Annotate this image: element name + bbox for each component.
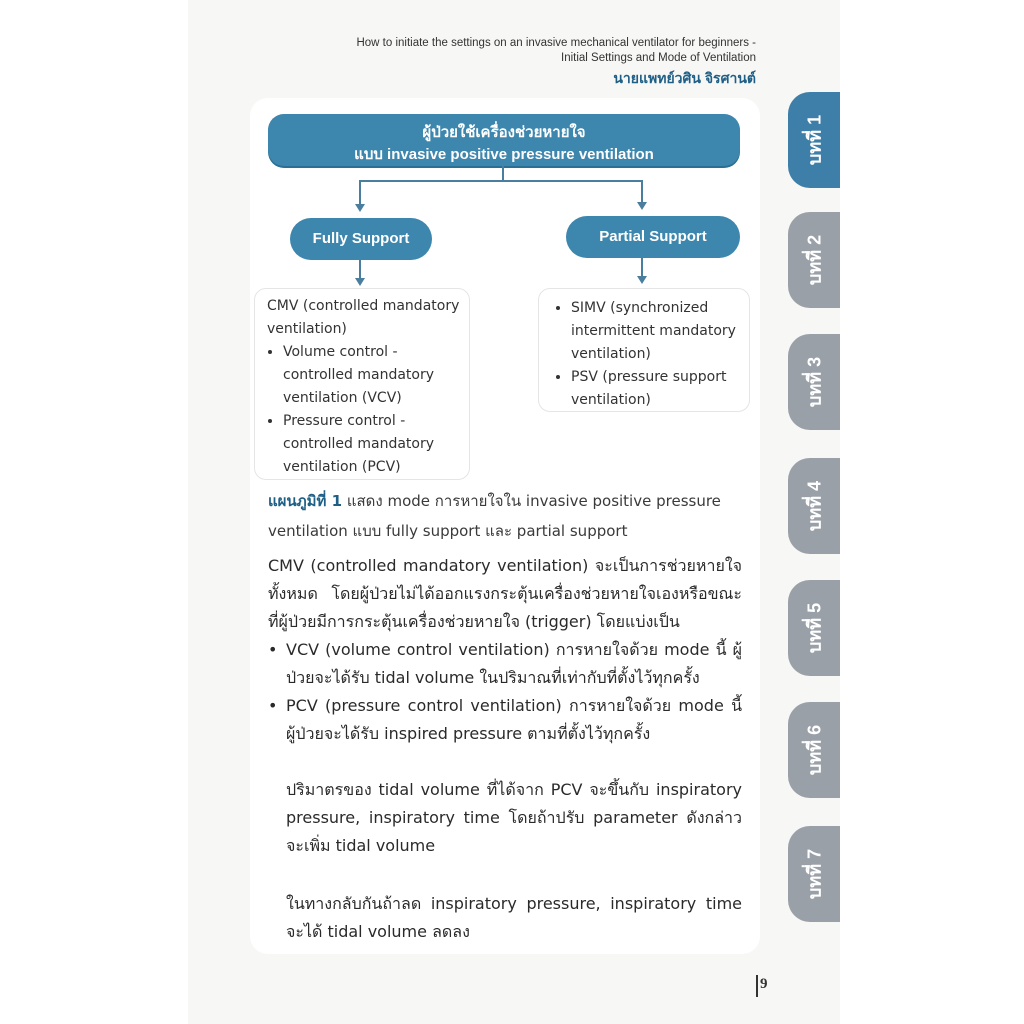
running-header: [276, 36, 756, 66]
cmv-card-heading: CMV (controlled mandatory ventilation): [267, 298, 460, 337]
chapter-tab-label: บทที่ 6: [804, 724, 825, 776]
diagram-root-line2: แบบ invasive positive pressure ventilation: [354, 146, 654, 163]
chapter-tab-label: บทที่ 1: [804, 114, 825, 166]
partial-support-pill: Partial Support: [566, 216, 740, 258]
figure-caption-text: แสดง mode การหายใจใน invasive positive pressure ventilation แบบ fully support และ partial support: [268, 492, 721, 540]
arrow-to-fully: [355, 204, 365, 212]
bullet-vcv: [268, 636, 742, 692]
cmv-card-list: [267, 341, 461, 479]
connector-horizontal: [359, 180, 643, 182]
bullet-vcv-text: VCV (volume control ventilation) การหายใจด้วย mode นี้ ผู้ป่วยจะได้รับ tidal volume ในปริมาณที่เท่ากับที่ตั้งไว้ทุกครั้ง: [286, 640, 742, 687]
bullet-pcv: [268, 692, 742, 748]
header-title-line1: How to initiate the settings on an invasive mechanical ventilator for beginners -: [356, 37, 756, 49]
chapter-tab-5[interactable]: [788, 580, 840, 676]
connector-fully-down: [359, 260, 361, 278]
chapter-tab-label: บทที่ 4: [804, 480, 825, 532]
chapter-tab-2[interactable]: [788, 212, 840, 308]
body-text-block: [268, 552, 742, 748]
header-title-line2: Initial Settings and Mode of Ventilation: [561, 52, 756, 64]
bullet-dot: •: [268, 640, 278, 659]
chapter-tab-label: บทที่ 2: [804, 234, 825, 286]
arrow-to-right-card: [637, 276, 647, 284]
cmv-card-item: • Volume control - controlled mandatory ventilation (VCV): [283, 341, 461, 410]
bullet-dot: •: [268, 696, 278, 715]
paragraph-reverse: ในทางกลับกันถ้าลด inspiratory pressure, inspiratory time จะได้ tidal volume ลดลง: [286, 894, 742, 941]
paragraph-cmv: CMV (controlled mandatory ventilation) จะเป็นการช่วยหายใจทั้งหมด โดยผู้ป่วยไม่ได้ออกแรงกระตุ้นเครื่องช่วยหายใจเองหรือขณะที่ผู้ป่วยมีการกระตุ้นเครื่องช่วยหายใจ (trigger) โดยแบ่งเป็น: [268, 556, 742, 631]
page-number: 9: [760, 976, 768, 992]
connector-root: [502, 166, 504, 180]
header-author: นายแพทย์วศิน จิรศานต์: [613, 70, 756, 86]
diagram-root-box: [268, 114, 740, 166]
page-number-divider: [756, 975, 758, 997]
connector-right-down: [641, 180, 643, 202]
cmv-card-item: • Pressure control - controlled mandatory ventilation (PCV): [283, 410, 461, 479]
partial-card-list: [555, 297, 741, 412]
chapter-tab-4[interactable]: [788, 458, 840, 554]
partial-card: [538, 288, 750, 412]
chapter-tab-label: บทที่ 5: [804, 602, 825, 654]
bullet-pcv-text: PCV (pressure control ventilation) การหายใจด้วย mode นี้ ผู้ป่วยจะได้รับ inspired pressure ตามที่ตั้งไว้ทุกครั้ง: [286, 696, 742, 743]
cmv-card: [254, 288, 470, 480]
chapter-tab-1[interactable]: [788, 92, 840, 188]
arrow-to-left-card: [355, 278, 365, 286]
figure-caption: [268, 486, 742, 546]
figure-caption-label: แผนภูมิที่ 1: [268, 492, 343, 510]
chapter-tab-label: บทที่ 3: [804, 356, 825, 408]
partial-card-item: • SIMV (synchronized intermittent mandatory ventilation): [571, 297, 741, 366]
chapter-tab-3[interactable]: [788, 334, 840, 430]
partial-card-item: • PSV (pressure support ventilation): [571, 366, 741, 412]
fully-support-pill: Fully Support: [290, 218, 432, 260]
chapter-tab-6[interactable]: [788, 702, 840, 798]
paragraph-pcv-volume: ปริมาตรของ tidal volume ที่ได้จาก PCV จะขึ้นกับ inspiratory pressure, inspiratory time โดยถ้าปรับ parameter ดังกล่าว จะเพิ่ม tidal volume: [286, 780, 742, 855]
chapter-tab-label: บทที่ 7: [804, 848, 825, 900]
diagram-root-line1: ผู้ป่วยใช้เครื่องช่วยหายใจ: [422, 124, 586, 141]
arrow-to-partial: [637, 202, 647, 210]
chapter-tab-7[interactable]: [788, 826, 840, 922]
connector-partial-down: [641, 258, 643, 276]
connector-left-down: [359, 180, 361, 204]
